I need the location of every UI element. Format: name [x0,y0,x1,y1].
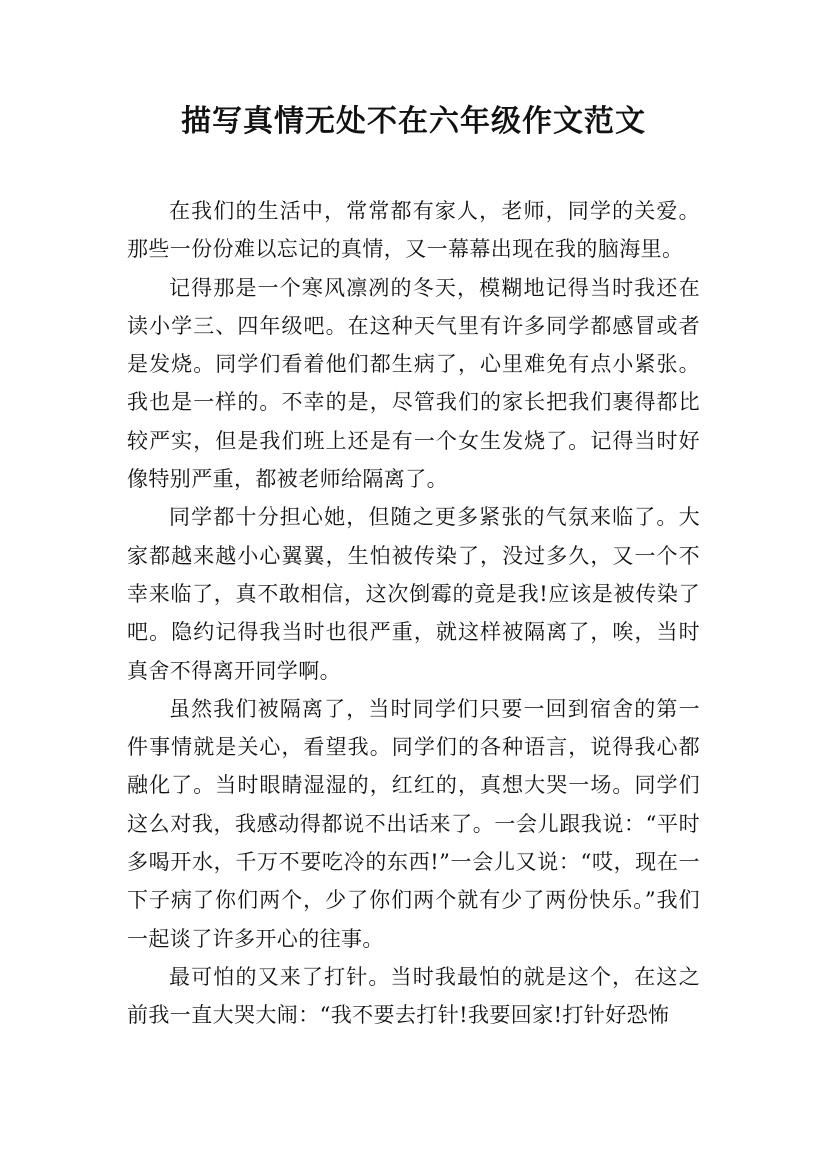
document-body [127,192,700,1035]
paragraph: 同学都十分担心她，但随之更多紧张的气氛来临了。大家都越来越小心翼翼，生怕被传染了，没过多久，又一个不幸来临了，真不敢相信，这次倒霉的竟是我!应该是被传染了吧。隐约记得我当时也很严重，就这样被隔离了，唉，当时真舍不得离开同学啊。 [127,505,700,683]
paragraph: 最可怕的又来了打针。当时我最怕的就是这个，在这之前我一直大哭大闹：“我不要去打针!我要回家!打针好恐怖 [127,964,700,1028]
paragraph: 虽然我们被隔离了，当时同学们只要一回到宿舍的第一件事情就是关心，看望我。同学们的各种语言，说得我心都融化了。当时眼睛湿湿的，红红的，真想大哭一场。同学们这么对我，我感动得都说不出话来了。一会儿跟我说：“平时多喝开水，千万不要吃冷的东西!”一会儿又说：“哎，现在一下子病了你们两个，少了你们两个就有少了两份快乐。”我们一起谈了许多开心的往事。 [127,696,700,951]
document-title: 描写真情无处不在六年级作文范文 [181,104,646,139]
paragraph: 记得那是一个寒风凛冽的冬天，模糊地记得当时我还在读小学三、四年级吧。在这种天气里有许多同学都感冒或者是发烧。同学们看着他们都生病了，心里难免有点小紧张。我也是一样的。不幸的是，尽管我们的家长把我们裹得都比较严实，但是我们班上还是有一个女生发烧了。记得当时好像特别严重，都被老师给隔离了。 [127,275,700,492]
paragraph: 在我们的生活中，常常都有家人，老师，同学的关爱。那些一份份难以忘记的真情，又一幕幕出现在我的脑海里。 [127,199,700,262]
